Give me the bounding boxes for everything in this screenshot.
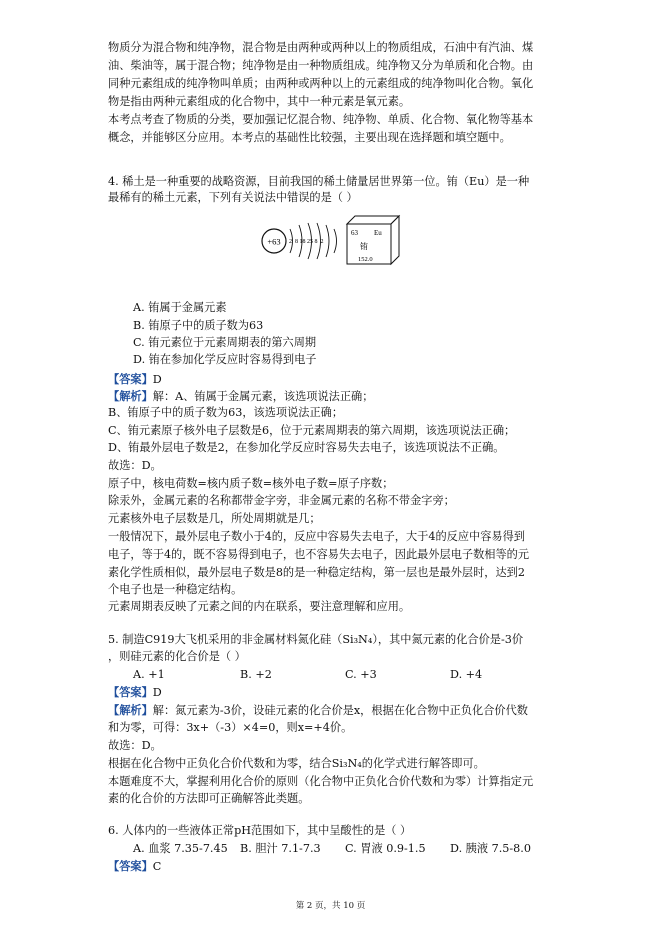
analysis-line: D、铕最外层电子数是2，在参加化学反应时容易失去电子，该选项说法不正确。 <box>108 441 505 454</box>
question-5-option-a: A. +1 <box>133 668 165 681</box>
nucleus-charge: +63 <box>267 236 281 247</box>
intro-line: 本考点考查了物质的分类，要加强记忆混合物、纯净物、单质、化合物、氧化物等基本 <box>108 113 534 126</box>
analysis-line: 个电子也是一种稳定结构。 <box>108 583 243 596</box>
cell-atomic-mass: 152.0 <box>358 256 373 263</box>
analysis-line: B、铕原子中的质子数为63，该选项说法正确； <box>108 406 344 419</box>
answer-tag: 【答案】 <box>108 372 153 386</box>
europium-figure <box>255 214 415 268</box>
analysis-line: 素化学性质相似，最外层电子数是8的是一种稳定结构，第一层也是最外层时，达到2 <box>108 566 525 579</box>
cell-atomic-number: 63 <box>351 229 358 237</box>
question-6-option-d: D. 胰液 7.5-8.0 <box>450 842 531 855</box>
question-4-stem: 4. 稀土是一种重要的战略资源，目前我国的稀土储量居世界第一位。铕（Eu）是一种 <box>108 175 530 188</box>
question-6-option-a: A. 血浆 7.35-7.45 <box>133 842 228 855</box>
question-6-option-c: C. 胃液 0.9-1.5 <box>345 842 426 855</box>
answer-tag: 【答案】 <box>108 859 153 873</box>
analysis-line: 元素周期表反映了元素之间的内在联系，要注意理解和应用。 <box>108 600 411 613</box>
analysis-tag: 【解析】 <box>108 389 153 403</box>
question-4-option-c: C. 铕元素位于元素周期表的第六周期 <box>133 336 317 349</box>
periodic-cell <box>347 216 399 264</box>
intro-line: 油、柴油等，属于混合物；纯净物是由一种物质组成。纯净物又分为单质和化合物。由 <box>108 59 534 72</box>
cell-symbol: Eu <box>374 229 382 237</box>
question-5-analysis-first <box>108 702 528 718</box>
analysis-line: 解：氮元素为-3价，设硅元素的化合价是x，根据在化合物中正负化合价代数 <box>152 704 528 717</box>
electron-shell-numbers: 2 8 18 25 8 2 <box>289 239 324 245</box>
answer-value: C <box>152 860 162 873</box>
question-4-option-a: A. 铕属于金属元素 <box>133 301 227 314</box>
question-5-stem: ，则硅元素的化合价是（ ） <box>108 650 246 663</box>
intro-line: 同种元素组成的纯净物叫单质；由两种或两种以上的元素组成的纯净物叫化合物。氧化 <box>108 77 534 90</box>
page-footer: 第 2 页，共 10 页 <box>295 901 366 911</box>
question-6-answer <box>108 858 161 874</box>
question-4-answer <box>108 371 162 387</box>
answer-tag: 【答案】 <box>108 685 153 699</box>
analysis-line: 原子中，核电荷数=核内质子数=核外电子数=原子序数； <box>108 477 394 490</box>
analysis-line: 故选：D。 <box>108 459 162 472</box>
analysis-line: 除汞外，金属元素的名称都带金字旁，非金属元素的名称不带金字旁； <box>108 494 455 507</box>
analysis-line: C、铕元素原子核外电子层数是6，位于元素周期表的第六周期，该选项说法正确； <box>108 424 516 437</box>
analysis-line: 一般情况下，最外层电子数小于4的，反应中容易失去电子，大于4的反应中容易得到 <box>108 530 525 543</box>
question-6-option-b: B. 胆汁 7.1-7.3 <box>240 842 321 855</box>
question-5-stem: 5. 制造C919大飞机采用的非金属材料氮化硅（Si₃N₄），其中氮元素的化合价是-3价 <box>108 633 524 646</box>
answer-value: D <box>152 686 162 699</box>
analysis-line: 和为零，可得：3x+（-3）×4=0，则x=+4价。 <box>108 721 353 734</box>
analysis-line: 素的化合价的方法即可正确解答此类题。 <box>108 792 310 805</box>
intro-line: 物质分为混合物和纯净物，混合物是由两种或两种以上的物质组成，石油中有汽油、煤 <box>108 41 534 54</box>
atom-structure-diagram <box>262 223 337 259</box>
analysis-line: 根据在化合物中正负化合价代数和为零，结合Si₃N₄的化学式进行解答即可。 <box>108 757 485 770</box>
analysis-line: 故选：D。 <box>108 739 162 752</box>
analysis-line: 元素核外电子层数是几，所处周期就是几； <box>108 512 321 525</box>
analysis-line: 电子，等于4的，既不容易得到电子，也不容易失去电子，因此最外层电子数相等的元 <box>108 548 530 561</box>
analysis-line: 本题难度不大，掌握利用化合价的原则（化合物中正负化合价代数和为零）计算指定元 <box>108 775 534 788</box>
intro-line: 概念，并能够区分应用。本考点的基础性比较强，主要出现在选择题和填空题中。 <box>108 131 511 144</box>
question-5-option-d: D. +4 <box>450 668 483 681</box>
question-4-option-b: B. 铕原子中的质子数为63 <box>133 319 264 332</box>
question-4-option-d: D. 铕在参加化学反应时容易得到电子 <box>133 353 317 366</box>
intro-line: 物是指由两种元素组成的化合物中，其中一种元素是氧元素。 <box>108 95 411 108</box>
question-5-option-c: C. +3 <box>345 668 377 681</box>
question-5-option-b: B. +2 <box>240 668 272 681</box>
analysis-tag: 【解析】 <box>108 703 153 717</box>
question-5-answer <box>108 684 162 700</box>
cell-element-name: 铕 <box>360 242 368 251</box>
question-6-stem: 6. 人体内的一些液体正常pH范围如下，其中呈酸性的是（ ） <box>108 824 412 837</box>
question-4-analysis-first <box>108 388 373 404</box>
question-4-stem: 最稀有的稀土元素，下列有关说法中错误的是（ ） <box>108 191 358 204</box>
answer-value: D <box>152 373 162 386</box>
analysis-line: 解：A、铕属于金属元素，该选项说法正确； <box>152 390 374 403</box>
